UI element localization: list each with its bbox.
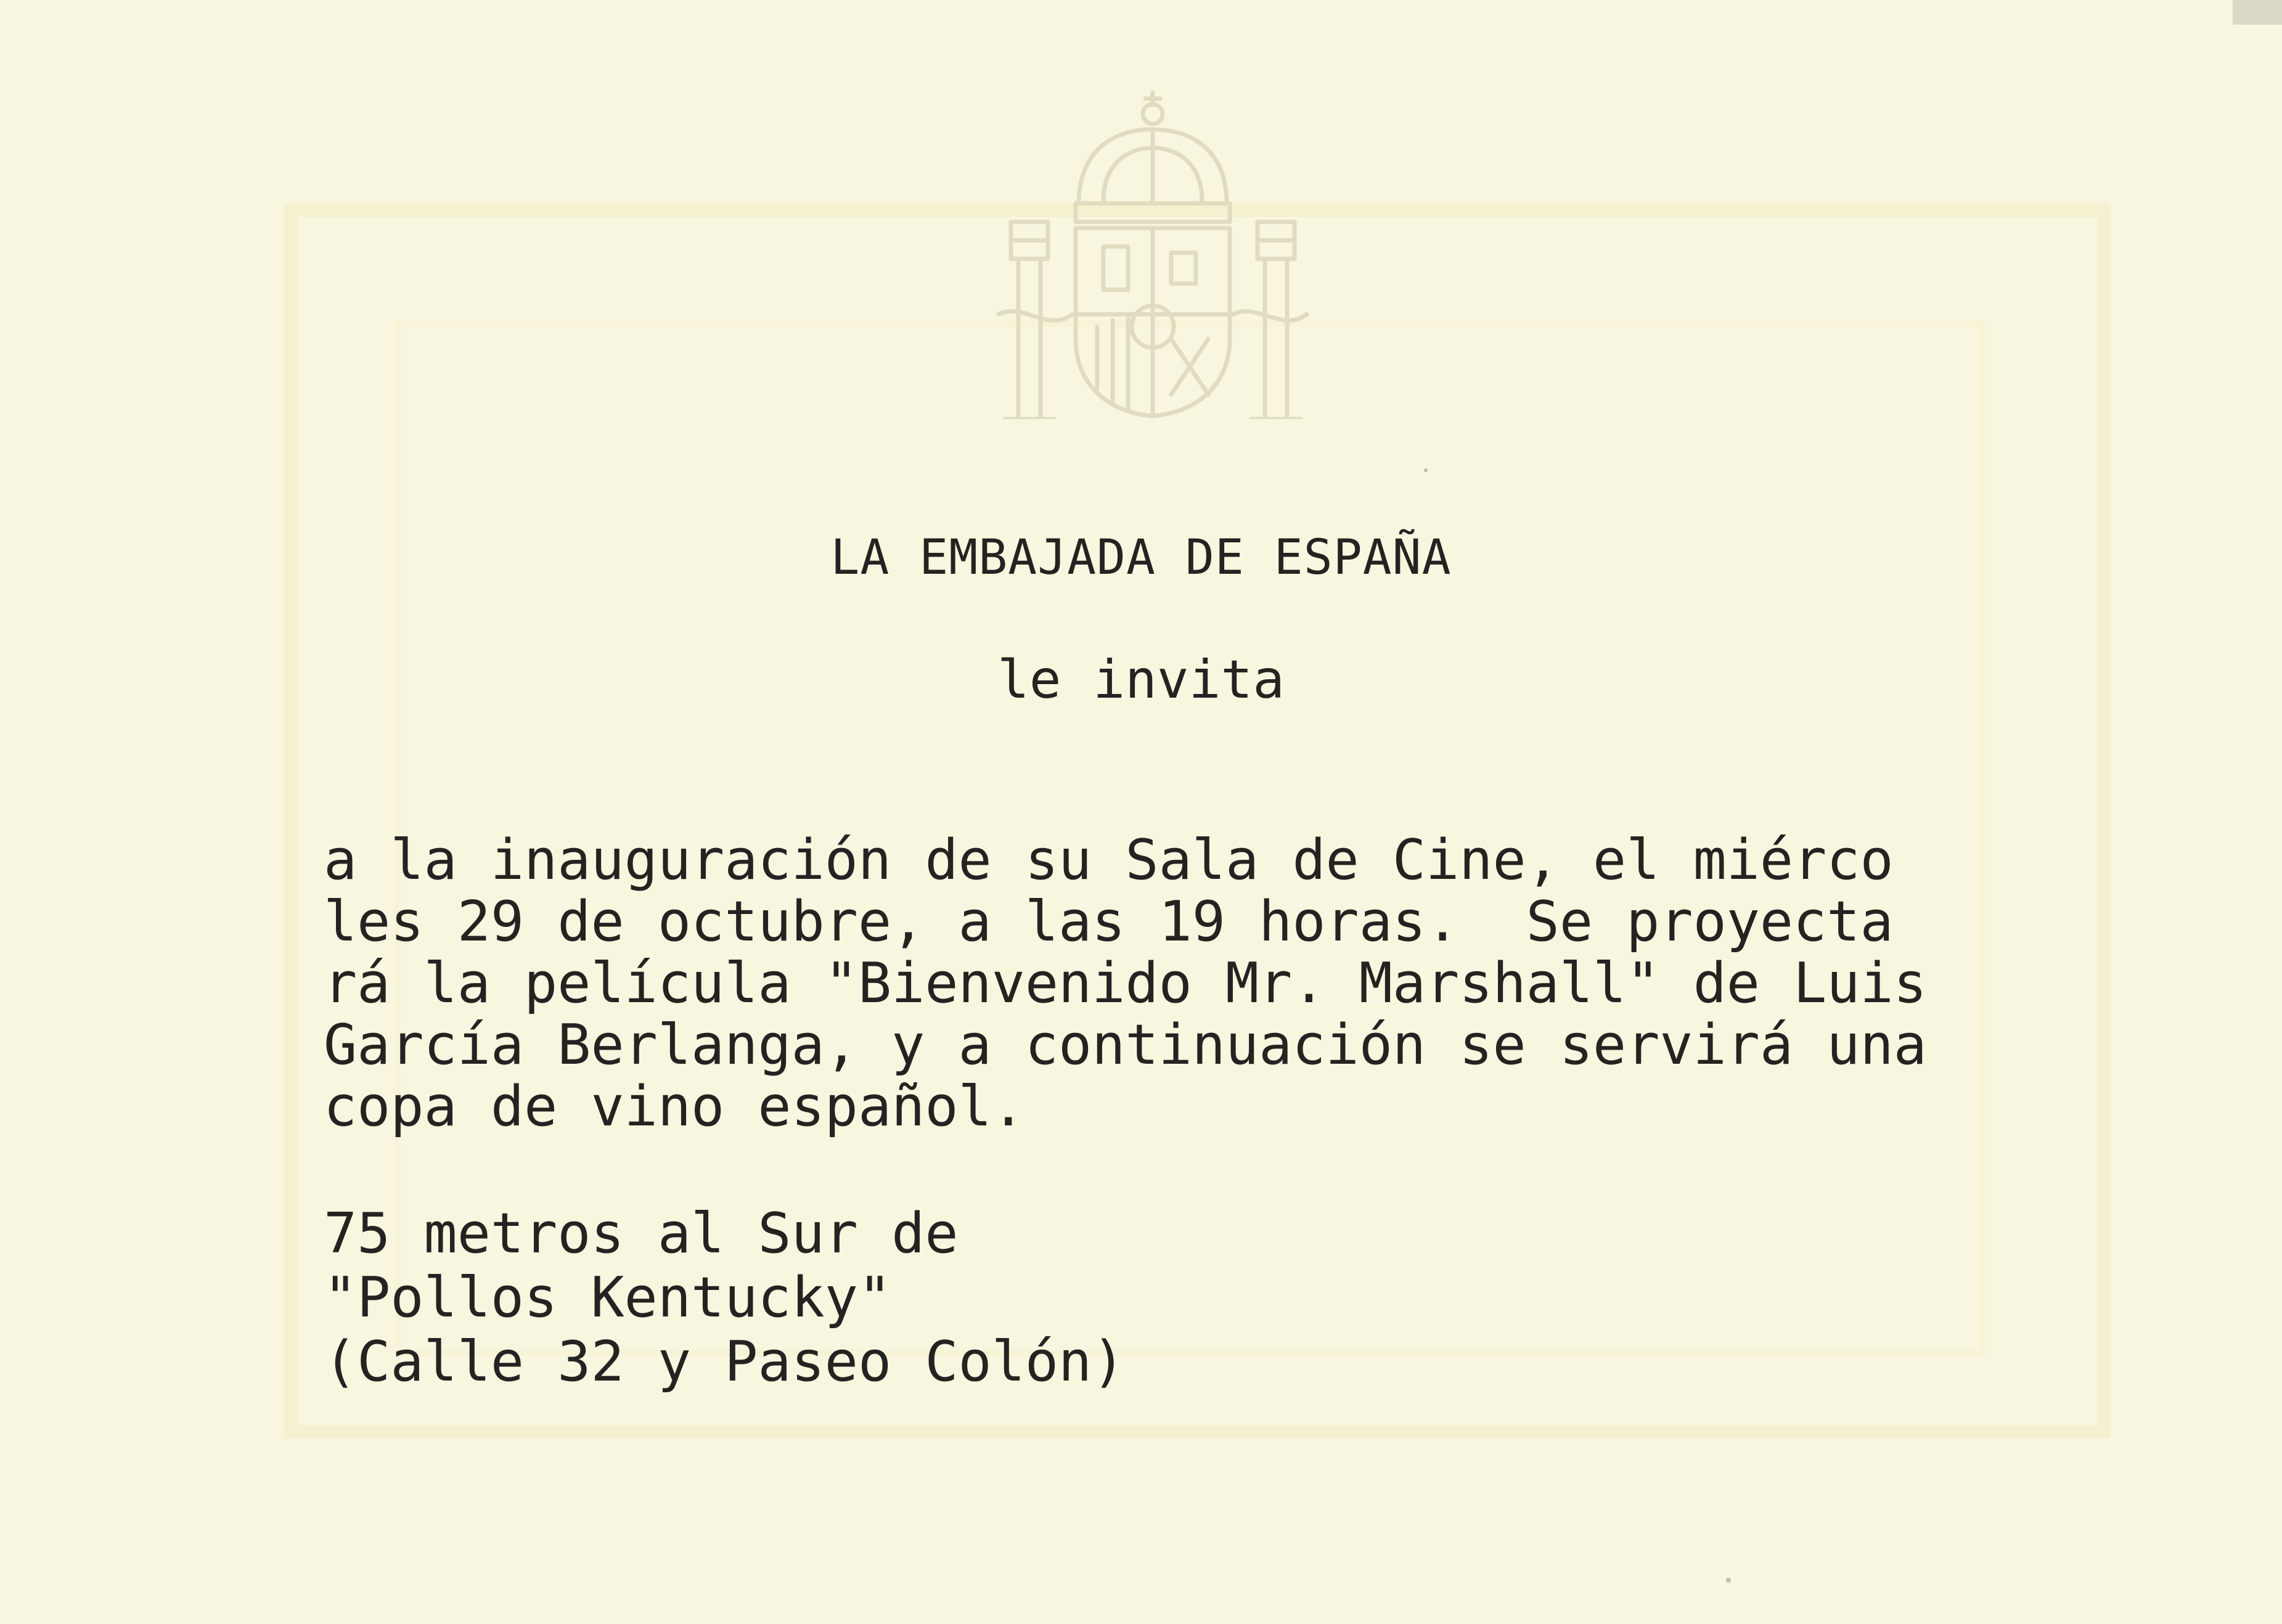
- body-line: García Berlanga, y a continuación se servirá una: [324, 1013, 1927, 1077]
- address-line: (Calle 32 y Paseo Colón): [324, 1329, 1126, 1394]
- invitation-body: [324, 830, 1927, 1138]
- coat-of-arms-emboss-icon: [986, 74, 1319, 419]
- body-line: rá la película "Bienvenido Mr. Marshall" de Luis: [324, 951, 1927, 1016]
- paper-speck: [1726, 1578, 1731, 1583]
- body-line: a la inauguración de su Sala de Cine, el miérco: [324, 828, 1894, 892]
- scan-corner-mark: [2233, 0, 2282, 25]
- embassy-title: LA EMBAJADA DE ESPAÑA: [830, 530, 1452, 586]
- invitation-subtitle: le invita: [997, 649, 1285, 711]
- address-line: 75 metros al Sur de: [324, 1201, 959, 1266]
- body-line: les 29 de octubre, a las 19 horas. Se proyecta: [324, 889, 1894, 954]
- body-line: copa de vino español.: [324, 1074, 1025, 1139]
- address-line: "Pollos Kentucky": [324, 1265, 892, 1330]
- paper-speck: [1424, 468, 1428, 472]
- venue-address: [324, 1202, 1125, 1394]
